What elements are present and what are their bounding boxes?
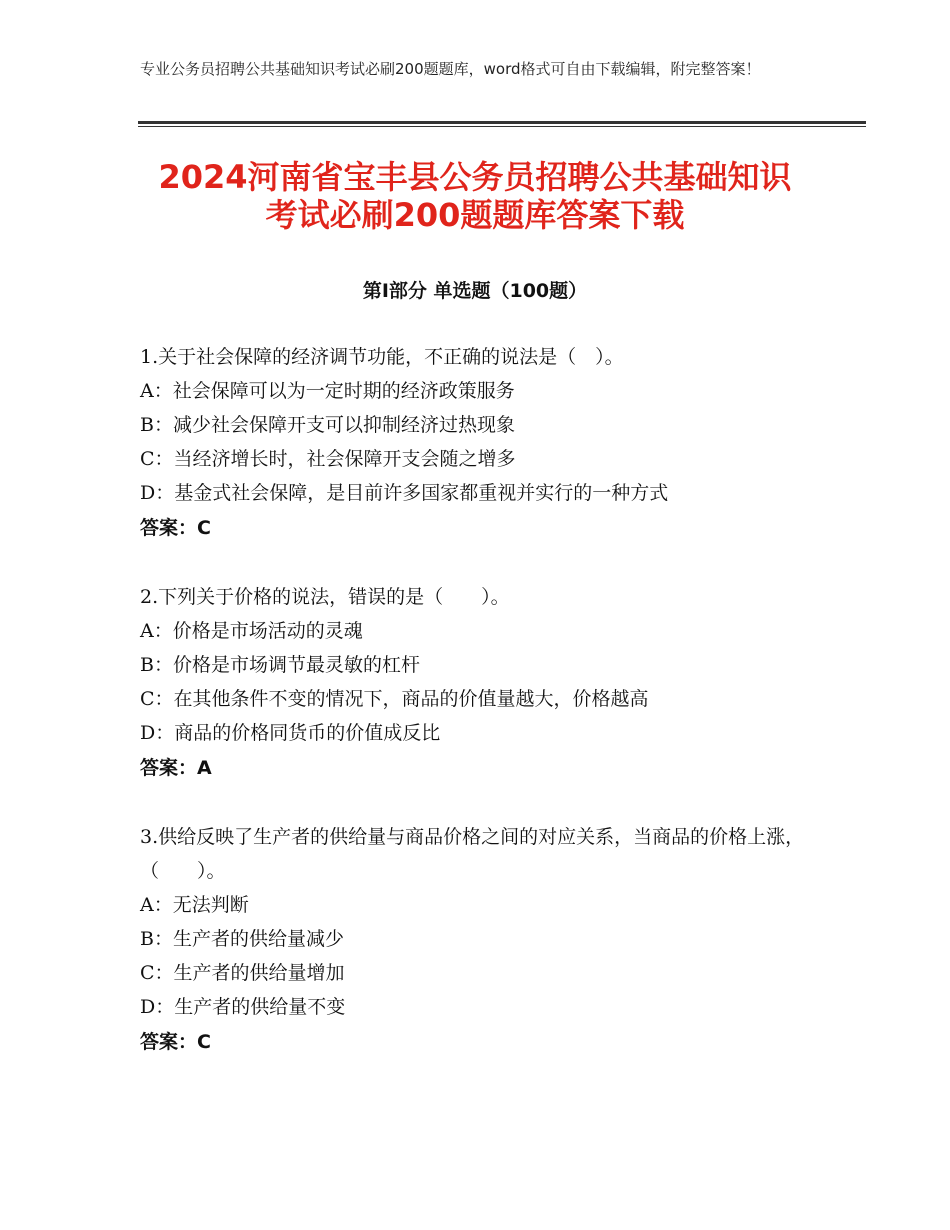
header-note: 专业公务员招聘公共基础知识考试必刷200题题库，word格式可自由下载编辑，附完整答案！ <box>140 60 761 78</box>
answer: 答案：C <box>140 517 211 539</box>
option-a: A：价格是市场活动的灵魂 <box>140 620 363 642</box>
document-title-line1: 2024河南省宝丰县公务员招聘公共基础知识 <box>158 158 792 196</box>
option-b: B：生产者的供给量减少 <box>140 928 344 950</box>
question-list <box>140 340 820 1094</box>
option-b: B：减少社会保障开支可以抑制经济过热现象 <box>140 414 515 436</box>
option-d: D：基金式社会保障，是目前许多国家都重视并实行的一种方式 <box>140 482 669 504</box>
question-2 <box>140 580 820 786</box>
question-1 <box>140 340 820 546</box>
option-d: D：生产者的供给量不变 <box>140 996 346 1018</box>
answer: 答案：C <box>140 1031 211 1053</box>
question-stem: 3.供给反映了生产者的供给量与商品价格之间的对应关系，当商品的价格上涨，（ ）。 <box>140 826 805 882</box>
option-c: C：当经济增长时，社会保障开支会随之增多 <box>140 448 516 470</box>
question-stem: 2.下列关于价格的说法，错误的是（ ）。 <box>140 586 510 608</box>
option-a: A：社会保障可以为一定时期的经济政策服务 <box>140 380 515 402</box>
header-divider-thick <box>138 121 866 124</box>
section-title: 第Ⅰ部分 单选题（100题） <box>362 280 588 302</box>
answer: 答案：A <box>140 757 212 779</box>
option-b: B：价格是市场调节最灵敏的杠杆 <box>140 654 420 676</box>
header-divider-thin <box>138 126 866 127</box>
document-title-line2: 考试必刷200题题库答案下载 <box>265 196 685 234</box>
option-a: A：无法判断 <box>140 894 249 916</box>
option-c: C：生产者的供给量增加 <box>140 962 345 984</box>
question-3 <box>140 820 820 1060</box>
option-c: C：在其他条件不变的情况下，商品的价值量越大，价格越高 <box>140 688 649 710</box>
question-stem: 1.关于社会保障的经济调节功能，不正确的说法是（ ）。 <box>140 346 624 368</box>
document-title <box>110 158 840 234</box>
option-d: D：商品的价格同货币的价值成反比 <box>140 722 441 744</box>
